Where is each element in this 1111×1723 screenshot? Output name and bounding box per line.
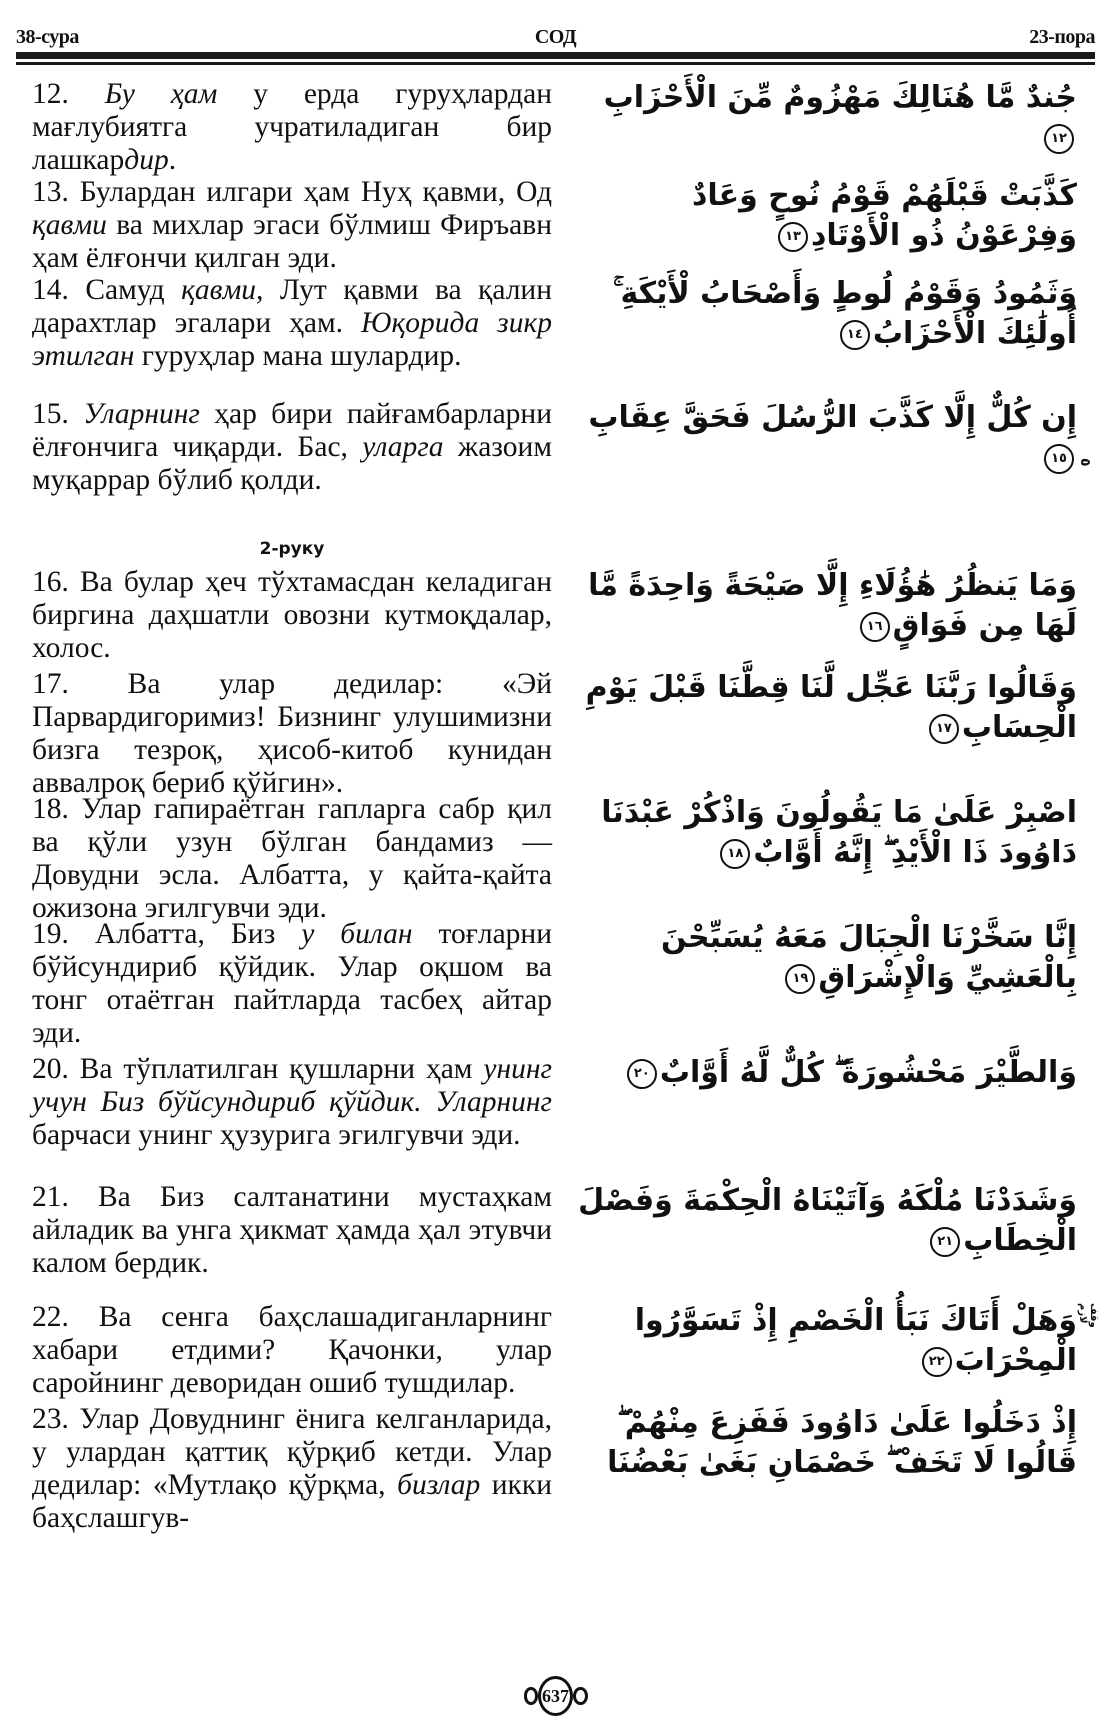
verse-row [32,274,1077,379]
translation-text: у ерда гуруҳлардан мағлубиятга учратиладиган бир лашкар [32,78,552,176]
arabic-text: وَقَالُوا رَبَّنَا عَجِّل لَّنَا قِطَّنَا قَبْلَ يَوْمِ الْحِسَابِ [585,670,1077,745]
page-header [16,22,1095,52]
ayah-number-icon: ١٥ [1044,444,1074,474]
verse-arabic [577,668,1077,748]
ornament-right [573,1687,588,1705]
arabic-text: وَثَمُودُ وَقَوْمُ لُوطٍ وَأَصْحَابُ لْأَيْكَةِ ۚ أُولَٰئِكَ الْأَحْزَابُ [612,276,1077,351]
verse-translation [32,274,552,373]
verse-arabic [577,176,1077,256]
translation-text: 20. Ва тўплатилган қушларни ҳам [32,1053,484,1085]
translation-text: ҳар бири пайғамбарларни ёлғончига чиқарди. Бас, [32,398,552,463]
verse-translation [32,668,552,800]
translation-text: Лут қавми ва қалин дарахтлар эгалари ҳам. [32,274,552,339]
translation-text: . [168,144,177,176]
page-number-ornament [524,1678,588,1714]
ayah-number-icon: ١٩ [785,964,815,994]
verse-row [32,1181,1077,1286]
verse-arabic [577,566,1077,646]
arabic-text: وَهَلْ أَتَاكَ نَبَأُ الْخَصْمِ إِذْ تَسَوَّرُوا الْمِحْرَابَ [634,1303,1077,1378]
italic-insertion: Бу ҳам [104,78,218,110]
verse-arabic [577,1181,1077,1261]
translation-text: гуруҳлар мана шулардир. [134,340,462,372]
juz-label: 23-пора [1029,26,1095,48]
translation-text: 13. Булардан илгари ҳам Нуҳ қавми, Од [32,176,552,208]
translation-text: 15. [32,398,84,430]
arabic-text: كَذَّبَتْ قَبْلَهُمْ قَوْمُ نُوحٍ وَعَادٌ وَفِرْعَوْنُ ذُو الْأَوْتَادِ [692,178,1077,253]
verse-row [32,793,1077,931]
translation-text: 17. Ва улар дедилар: «Эй Парвардигоримиз! Бизнинг улушимизни бизга тезроқ, ҳисоб-китоб кунидан аввалроқ бериб қўйгин». [32,668,552,799]
translation-text: 23. Улар Довуднинг ёнига келганларида, у улардан қаттиқ қўрқиб кетди. Улар дедилар: «Мутлақо қўрқма, [32,1403,552,1501]
italic-insertion: қавми, [181,274,264,306]
juz-marker-icon: ٥ [1077,458,1093,467]
italic-insertion: унинг учун Биз бўйсундириб қўйдик. Уларнинг [32,1053,552,1118]
translation-text: 14. Самуд [32,274,182,306]
ornament-left [524,1687,539,1705]
surah-title: СОД [534,26,577,48]
ayah-number-icon: ١٨ [720,839,750,869]
ayah-number-icon: ١٢ [1044,124,1074,154]
translation-text: 21. Ва Биз салтанатини мустаҳкам айладик ва унга ҳикмат ҳамда ҳал этувчи калом бердик. [32,1181,552,1279]
ruku-heading: 2-руку [259,539,325,559]
translation-text: икки баҳслашгув- [32,1469,553,1534]
verse-row [32,176,1077,281]
translation-text: 19. Албатта, Биз [32,918,302,950]
arabic-text: إِنَّا سَخَّرْنَا الْجِبَالَ مَعَهُ يُسَبِّحْنَ بِالْعَشِيِّ وَالْإِشْرَاقِ [661,920,1077,995]
italic-insertion: уларга [362,431,444,463]
waqf-marker-icon: وقف لازم [1077,1303,1099,1328]
verse-translation [32,1181,552,1280]
page-number: 637 [538,1676,573,1716]
verse-row [32,1301,1077,1406]
ayah-number-icon: ٢١ [930,1227,960,1257]
verse-arabic [577,78,1077,158]
verse-translation [32,1301,552,1400]
verse-row [32,398,1077,503]
verse-arabic [577,918,1077,998]
arabic-text: جُندٌ مَّا هُنَالِكَ مَهْزُومٌ مِّنَ الْأَحْزَابِ [603,80,1077,115]
verse-translation [32,918,552,1050]
translation-text: ва михлар эгаси бўлмиш Фиръавн ҳам ёлғончи қилган эди. [32,209,552,274]
verse-translation [32,1053,552,1152]
verse-translation [32,566,552,665]
verse-row [32,1053,1077,1158]
translation-text: 18. Улар гапираётган гапларга сабр қил ва қўли узун бўлган бандамиз — Довудни эсла. Албатта, у қайта-қайта ожизона эгилгувчи эди. [32,793,552,924]
verse-translation [32,793,552,925]
verse-translation [32,398,552,497]
ayah-number-icon: ١٦ [860,612,890,642]
arabic-text: إِذْ دَخَلُوا عَلَىٰ دَاوُودَ فَفَزِعَ مِنْهُمْ ۖ قَالُوا لَا تَخَفْ ۖ خَصْمَانِ بَغَىٰ بَعْضُنَا [607,1405,1077,1480]
ayah-number-icon: ١٧ [929,714,959,744]
verse-translation [32,176,552,275]
translation-text: 22. Ва сенга баҳслашадиганларнинг хабари етдими? Қачонки, улар саройнинг деворидан ошиб тушдилар. [32,1301,552,1399]
verse-row [32,668,1077,806]
italic-insertion: Уларнинг [83,398,200,430]
verse-arabic [577,1403,1077,1483]
italic-insertion: у билан [301,918,413,950]
ayah-number-icon: ٢٢ [922,1347,952,1377]
verse-arabic [577,1301,1077,1381]
arabic-text: وَالطَّيْرَ مَحْشُورَةً ۖ كُلٌّ لَّهُ أَوَّابٌ [659,1055,1077,1090]
arabic-text: وَمَا يَنظُرُ هَٰؤُلَاءِ إِلَّا صَيْحَةً وَاحِدَةً مَّا لَهَا مِن فَوَاقٍ [588,568,1077,643]
translation-text: 12. [32,78,105,110]
italic-insertion: бизлар [397,1469,481,1501]
verse-row [32,918,1077,1056]
italic-insertion: қавми [32,209,107,241]
verse-row [32,78,1077,183]
arabic-text: اصْبِرْ عَلَىٰ مَا يَقُولُونَ وَاذْكُرْ عَبْدَنَا دَاوُودَ ذَا الْأَيْدِ ۖ إِنَّهُ أَوَّابٌ [601,795,1077,870]
translation-text: жазоим муқаррар бўлиб қолди. [32,431,552,496]
translation-text: тоғларни бўйсундириб қўйдик. Улар оқшом ва тонг отаётган пайтларда тасбеҳ айтар эди. [32,918,553,1049]
italic-insertion: Юқорида зикр этилган [32,307,552,372]
header-rule-thin [16,62,1095,65]
verse-arabic [577,1053,1077,1093]
verse-translation [32,78,552,177]
italic-insertion: дир [124,144,169,176]
surah-label: 38-сура [16,26,79,48]
verse-translation [32,1403,552,1535]
verse-row [32,1403,1077,1541]
verse-row [32,566,1077,671]
translation-text: барчаси унинг ҳузурига эгилгувчи эди. [32,1119,521,1151]
verse-arabic [577,793,1077,873]
verse-arabic [577,274,1077,354]
arabic-text: وَشَدَدْنَا مُلْكَهُ وَآتَيْنَاهُ الْحِكْمَةَ وَفَصْلَ الْخِطَابِ [578,1183,1077,1258]
verse-arabic [577,398,1077,478]
ayah-number-icon: ١٤ [840,320,870,350]
arabic-text: إِن كُلٌّ إِلَّا كَذَّبَ الرُّسُلَ فَحَقَّ عِقَابِ [588,400,1077,435]
header-rule-thick [16,52,1095,59]
ayah-number-icon: ١٣ [778,222,808,252]
ayah-number-icon: ٢٠ [627,1059,657,1089]
translation-text: 16. Ва булар ҳеч тўхтамасдан келадиган биргина даҳшатли овозни кутмоқдалар, холос. [32,566,552,664]
